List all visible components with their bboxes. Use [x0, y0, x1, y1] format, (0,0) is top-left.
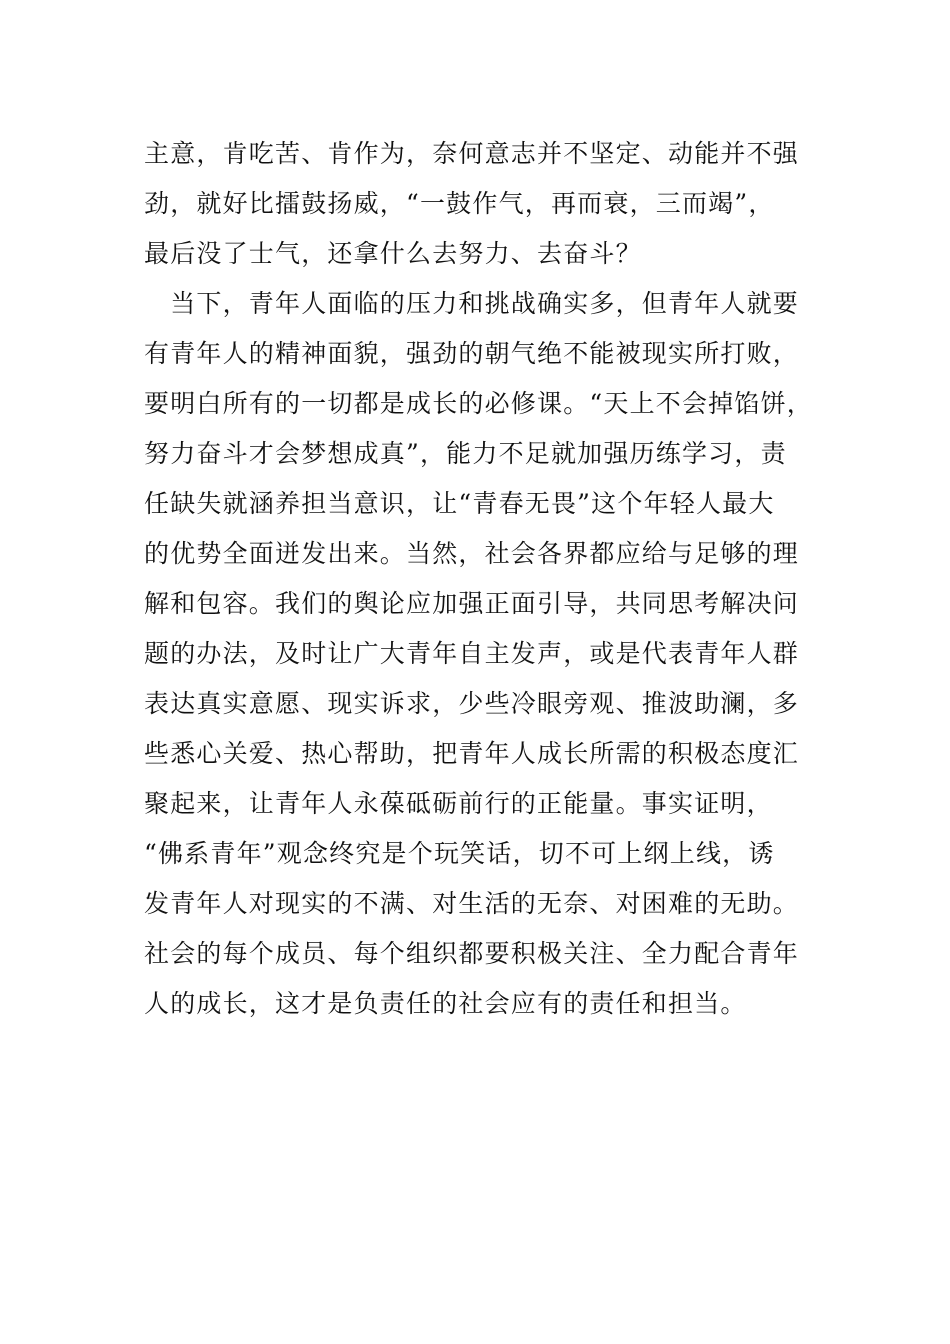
text-line: 主意，肯吃苦、肯作为，奈何意志并不坚定、动能并不强	[144, 139, 800, 168]
text-line: 要明白所有的一切都是成长的必修课。“天上不会掉馅饼，	[144, 389, 813, 418]
text-line: 解和包容。我们的舆论应加强正面引导，共同思考解决问	[144, 589, 800, 618]
body-text	[144, 129, 814, 1029]
text-line: 最后没了士气，还拿什么去努力、去奋斗？	[144, 239, 642, 268]
text-line: “佛系青年”观念终究是个玩笑话，切不可上纲上线，诱	[144, 839, 775, 868]
text-line: 社会的每个成员、每个组织都要积极关注、全力配合青年	[144, 939, 800, 968]
text-line: 题的办法，及时让广大青年自主发声，或是代表青年人群	[144, 639, 800, 668]
text-line: 当下，青年人面临的压力和挑战确实多，但青年人就要	[144, 289, 800, 318]
text-line: 发青年人对现实的不满、对生活的无奈、对困难的无助。	[144, 889, 800, 918]
text-line: 聚起来，让青年人永葆砥砺前行的正能量。事实证明，	[144, 789, 773, 818]
text-line: 表达真实意愿、现实诉求，少些冷眼旁观、推波助澜，多	[144, 689, 800, 718]
text-line: 劲，就好比擂鼓扬威，“一鼓作气，再而衰，三而竭”，	[144, 189, 775, 218]
text-line: 人的成长，这才是负责任的社会应有的责任和担当。	[144, 989, 747, 1018]
text-line: 有青年人的精神面貌，强劲的朝气绝不能被现实所打败，	[144, 339, 800, 368]
text-line: 的优势全面迸发出来。当然，社会各界都应给与足够的理	[144, 539, 800, 568]
text-line: 任缺失就涵养担当意识，让“青春无畏”这个年轻人最大	[144, 489, 775, 518]
text-line: 努力奋斗才会梦想成真”，能力不足就加强历练学习，责	[144, 439, 787, 468]
text-line: 些悉心关爱、热心帮助，把青年人成长所需的积极态度汇	[144, 739, 800, 768]
